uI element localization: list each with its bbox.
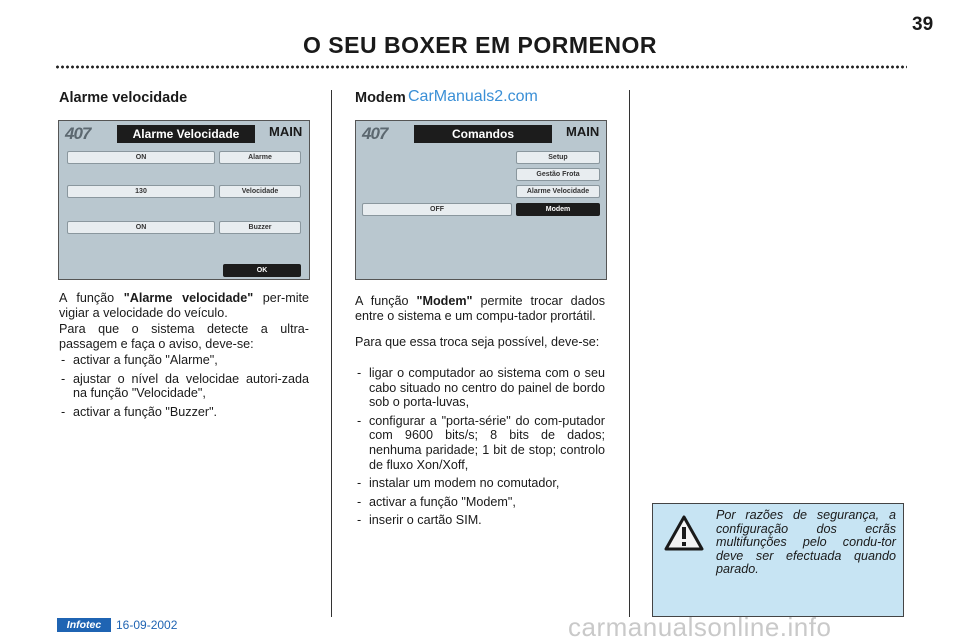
screen-logo: 407 [65,124,91,143]
modem-para2: Para que essa troca seja possível, deve-se: [355,335,600,349]
alarme-intro: A função "Alarme velocidade" per-mite vigiar a velocidade do veículo. [59,291,309,320]
list-item: - instalar um modem no comutador, [355,476,605,491]
screen-title: Comandos [414,125,552,143]
warning-triangle-icon [664,515,704,551]
screen-button-setup: Setup [516,151,600,164]
watermark: CarManuals2.com [408,88,538,105]
modem-intro: A função "Modem" permite trocar dados entre o sistema e um compu-tador prortátil. [355,294,605,323]
screen-button-off: OFF [362,203,512,216]
list-item: - ajustar o nível da velocidae autori-zada na função "Velocidade", [59,372,309,401]
column-divider-right [629,90,630,617]
screen-main-label: MAIN [269,124,303,139]
infotec-logo: Infotec [57,618,111,632]
list-item: - configurar a "porta-série" do com-putador com 9600 bits/s; 8 bits de dados; nenhuma paridade; 1 bit de stop; controlo de fluxo Xon/Xoff, [355,414,605,472]
warning-text: Por razões de segurança, a configuração dos ecrãs multifunções pelo condu-tor deve ser efectuada quando parado. [716,508,896,577]
section-heading-alarme: Alarme velocidade [59,90,188,106]
screen-button-130: 130 [67,185,215,198]
list-item: - ligar o computador ao sistema com o seu cabo situado no centro do painel de bordo sob o porta-luvas, [355,366,605,410]
screen-button-velocidade: Velocidade [219,185,301,198]
screen-main-label: MAIN [566,124,600,139]
list-item: - activar a função "Modem", [355,495,605,510]
dotted-divider [55,64,907,70]
list-item: - activar a função "Alarme", [59,353,309,368]
screen-button-alarme: Alarme [219,151,301,164]
page-title: O SEU BOXER EM PORMENOR [303,32,657,58]
screen-button-gestao-frota: Gestão Frota [516,168,600,181]
page-number: 39 [912,14,934,35]
column-divider-left [331,90,332,617]
footer-date: 16-09-2002 [116,618,178,632]
site-watermark: carmanualsonline.info [568,612,832,642]
screen-alarme-velocidade [58,120,310,280]
modem-list [355,366,605,532]
alarme-para2: Para que o sistema detecte a ultra-passagem e faça o aviso, deve-se: [59,322,309,351]
screen-title: Alarme Velocidade [117,125,255,143]
section-heading-modem: Modem [355,90,406,106]
screen-button-ok: OK [223,264,301,277]
screen-button-on-1: ON [67,151,215,164]
list-item: - inserir o cartão SIM. [355,513,605,528]
screen-button-buzzer: Buzzer [219,221,301,234]
list-item: - activar a função "Buzzer". [59,405,309,420]
screen-button-modem: Modem [516,203,600,216]
alarme-list [59,353,309,423]
screen-comandos [355,120,607,280]
screen-logo: 407 [362,124,388,143]
screen-button-alarme-velocidade: Alarme Velocidade [516,185,600,198]
screen-button-on-2: ON [67,221,215,234]
